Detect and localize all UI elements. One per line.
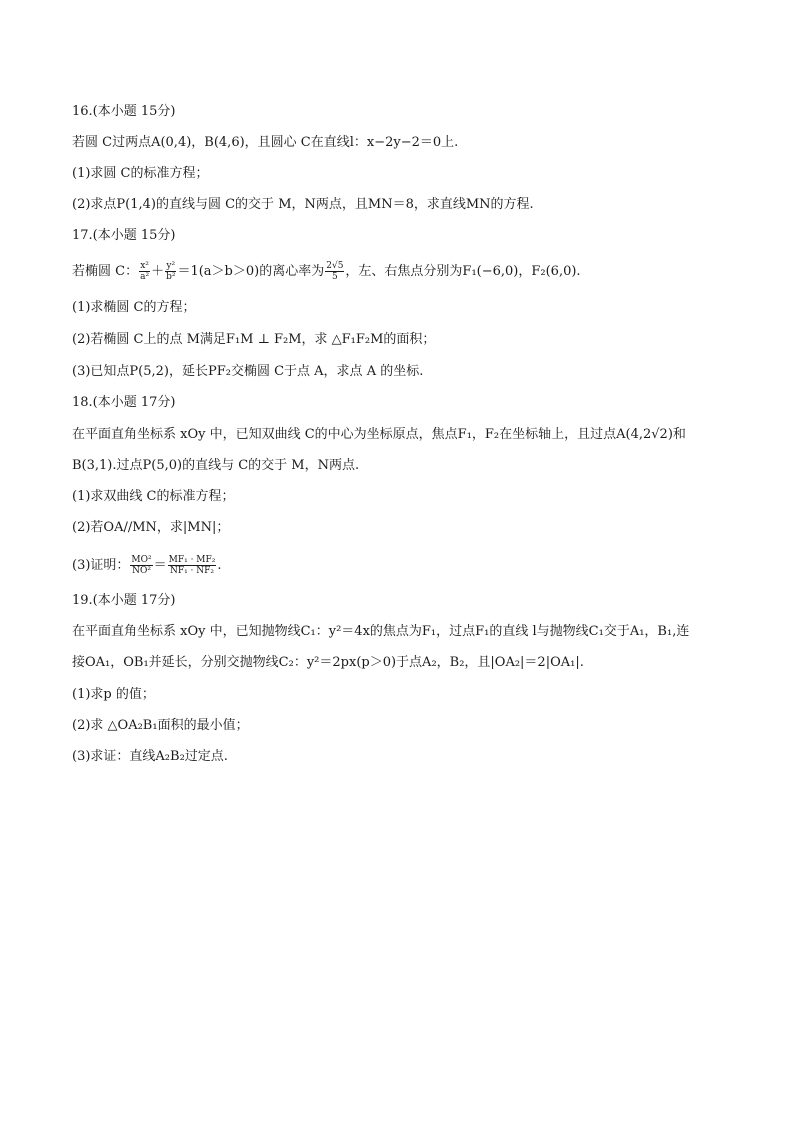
problem-16-part-2: (2)求点P(1,4)的直线与圆 C的交于 M，N两点，且MN＝8，求直线MN的方程. (72, 197, 534, 212)
problem-18-heading: 18.(本小题 17分) (72, 395, 176, 410)
fraction-x2-over-a2: $\frac{\text{x²}}{\text{a²}}$ (140, 261, 150, 282)
fraction-y2-over-b2: $\frac{\text{y²}}{\text{b²}}$ (166, 261, 176, 282)
problem-16-statement: 若圆 C过两点A(0,4)，B(4,6)，且圆心 C在直线l：x−2y−2＝0上. (72, 135, 459, 150)
fraction-eccentricity: $\frac{2√5}{5}$ (326, 261, 344, 282)
problem-19-part-3: (3)求证：直线A₂B₂过定点. (72, 749, 228, 764)
problem-18-part-2: (2)若OA//MN，求|MN|； (72, 520, 230, 535)
problem-19-part-1: (1)求p 的值； (72, 687, 155, 702)
problem-18-statement-line-1: 在平面直角坐标系 xOy 中，已知双曲线 C的中心为坐标原点，焦点F₁，F₂在坐标轴上，且过点A(4,2√2)和 (72, 427, 686, 442)
problem-19-heading: 19.(本小题 17分) (72, 593, 176, 608)
fraction-mo2-over-no2: $\frac{\text{MO²}}{\text{NO²}}$ (131, 555, 152, 576)
problem-19-statement-line-1: 在平面直角坐标系 xOy 中，已知抛物线C₁：y²＝4x的焦点为F₁，过点F₁的直线 l与抛物线C₁交于A₁，B₁,连 (72, 624, 690, 639)
problem-17-heading: 17.(本小题 15分) (72, 228, 176, 243)
problem-17-statement: 若椭圆 C： $\frac{\text{x²}}{\text{a²}}$ ＋ $\frac{\text{y²}}{\text{b²}}$ ＝1(a＞b＞0)的离心率为 $\frac{2√5}{5}$ ，左、右焦点分别为F₁(−6,0)，F₂(6,0). (72, 261, 581, 282)
problem-16-part-1: (1)求圆 C的标准方程； (72, 166, 209, 181)
problem-17-part-2: (2)若椭圆 C上的点 M满足F₁M ⊥ F₂M，求 △F₁F₂M的面积； (72, 332, 436, 347)
problem-18-statement-line-2: B(3,1).过点P(5,0)的直线与 C的交于 M，N两点. (72, 458, 360, 473)
problem-19-part-2: (2)求 △OA₂B₁面积的最小值； (72, 718, 249, 733)
problem-19-statement-line-2: 接OA₁，OB₁并延长，分别交抛物线C₂：y²＝2px(p＞0)于点A₂，B₂，且|OA₂|＝2|OA₁|. (72, 655, 584, 670)
problem-17-part-3: (3)已知点P(5,2)，延长PF₂交椭圆 C于点 A，求点 A 的坐标. (72, 364, 424, 379)
problem-16-heading: 16.(本小题 15分) (72, 104, 176, 119)
problem-17-part-1: (1)求椭圆 C的方程； (72, 300, 196, 315)
problem-18-part-1: (1)求双曲线 C的标准方程； (72, 489, 235, 504)
fraction-focal-products: $\frac{\text{MF₁ · MF₂}}{\text{NF₁ · NF₂}}$ (168, 555, 216, 576)
problem-17-statement-start: 若椭圆 C： (72, 264, 139, 279)
problem-18-part-3: (3)证明： $\frac{\text{MO²}}{\text{NO²}}$ ＝ $\frac{\text{MF₁ · MF₂}}{\text{NF₁ · NF₂}}$ . (72, 555, 222, 576)
